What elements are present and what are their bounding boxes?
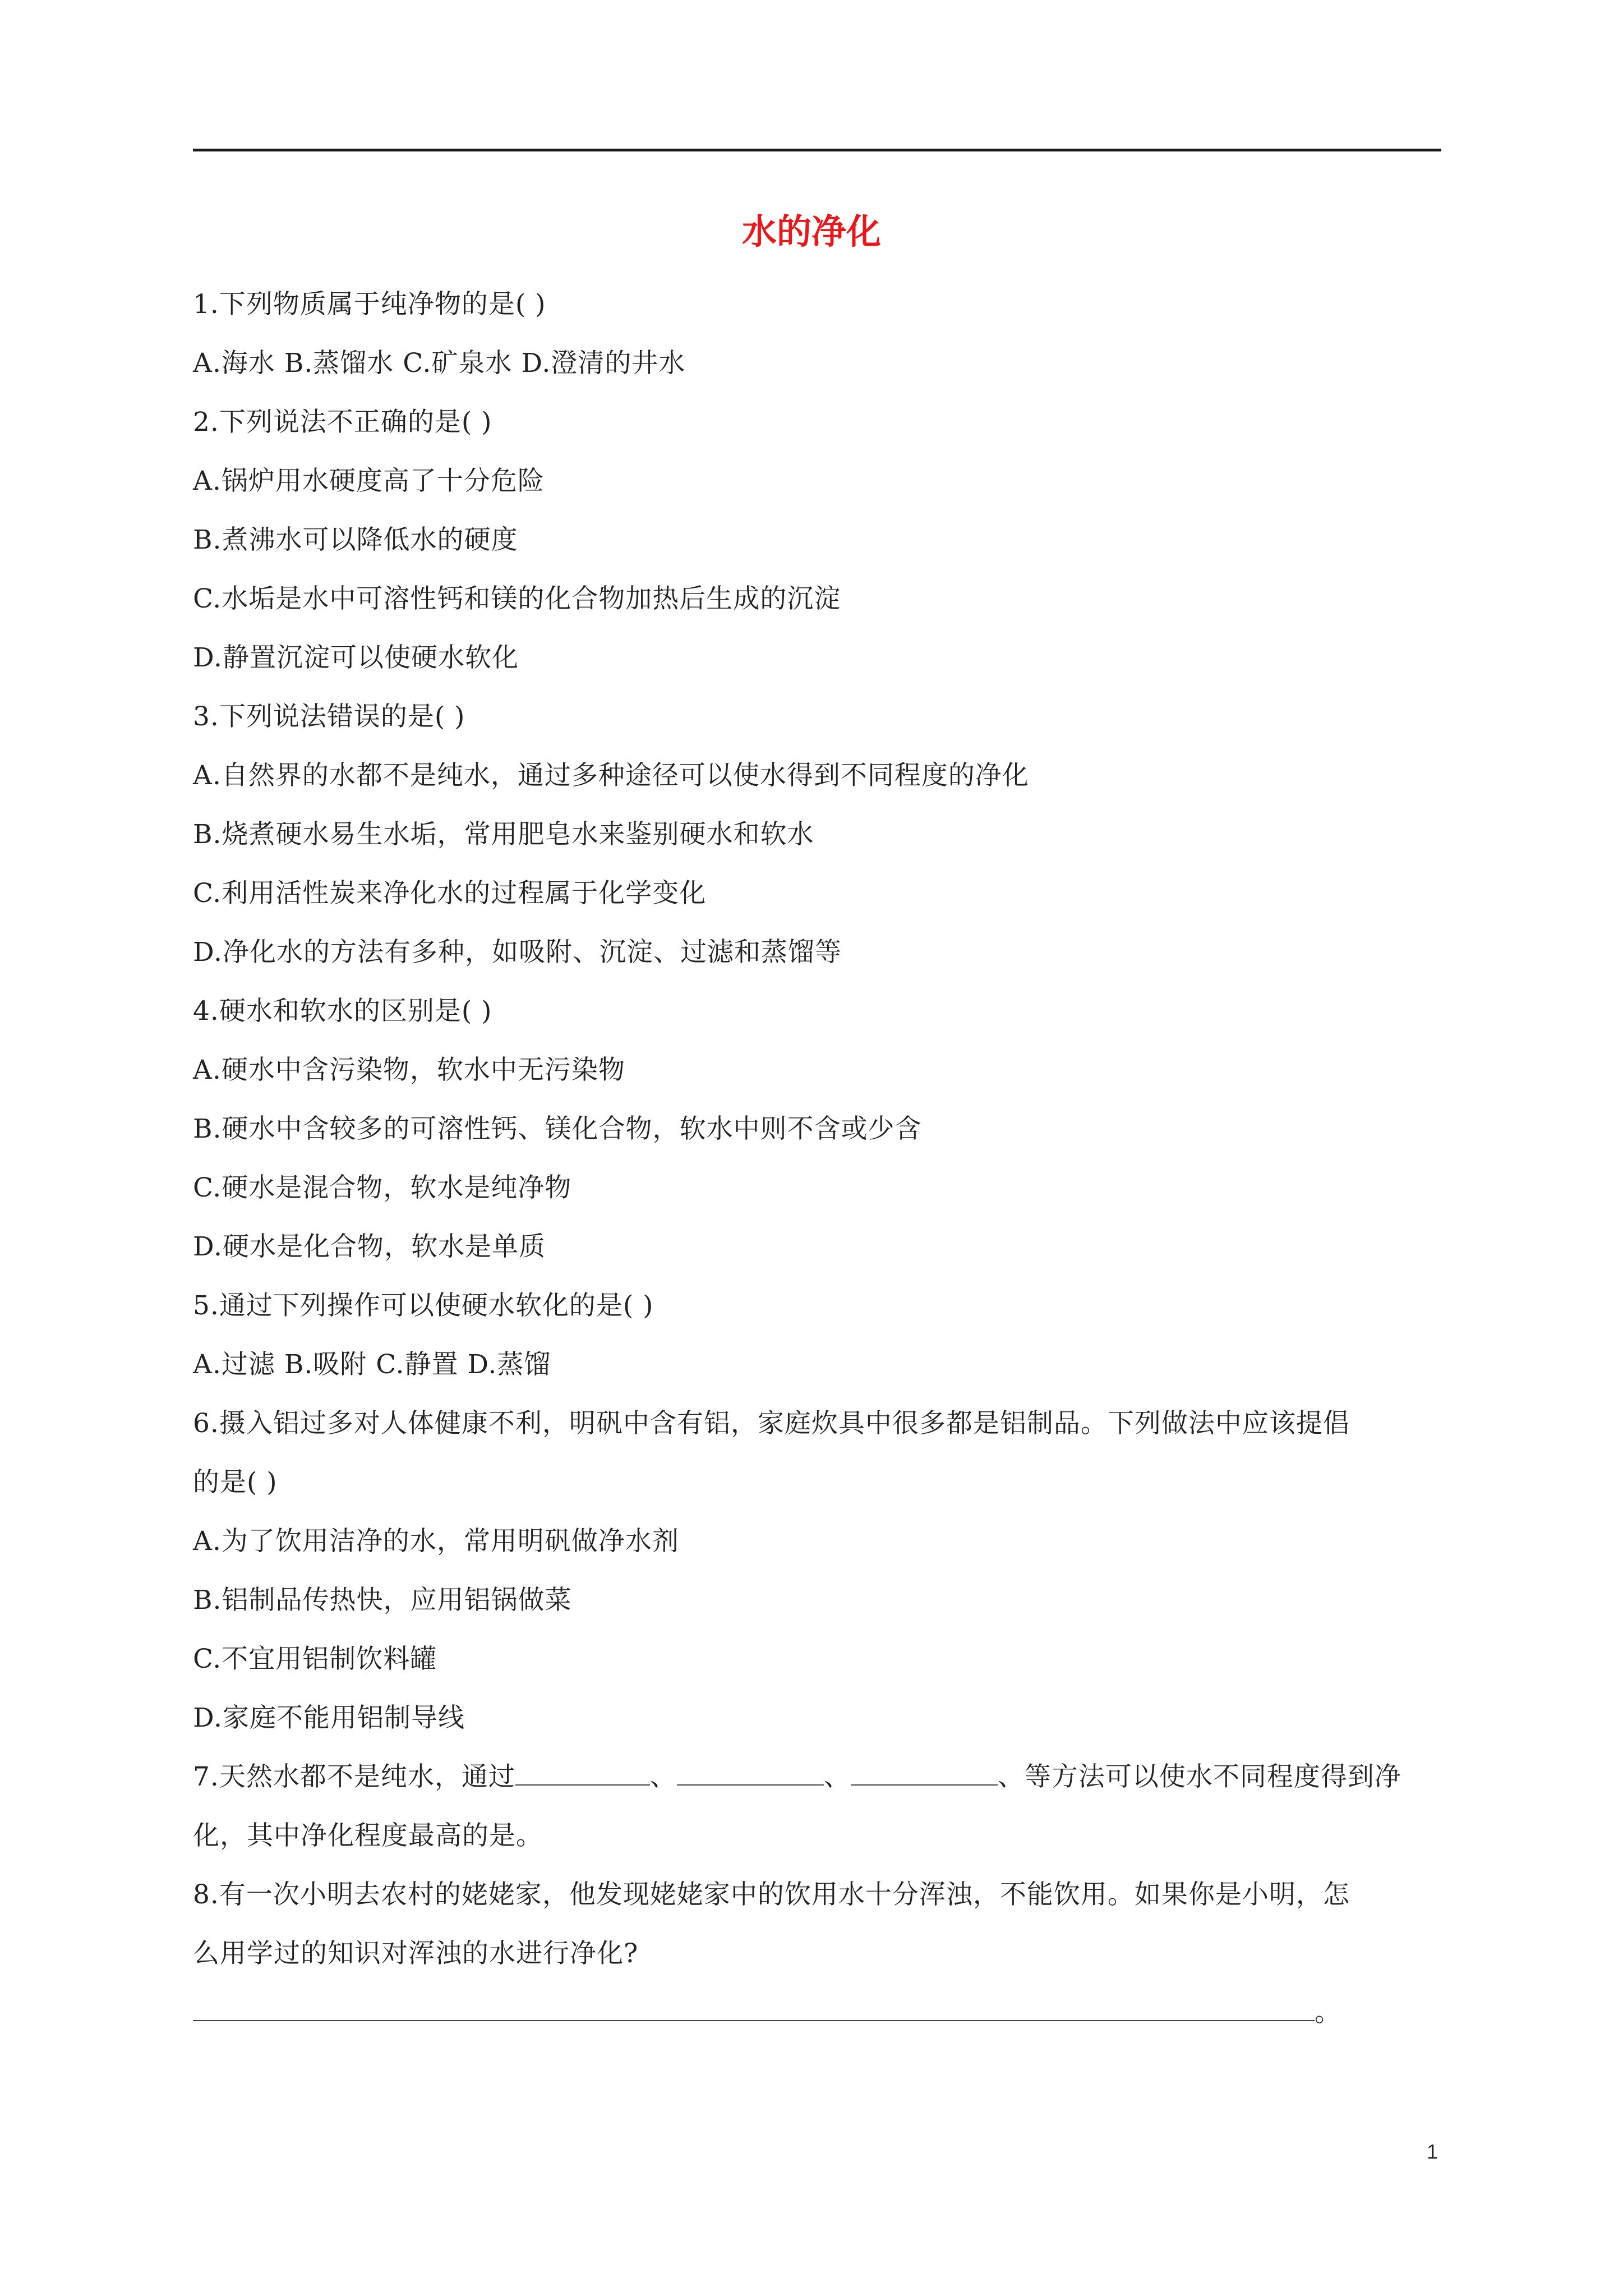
page-number: 1 xyxy=(1426,2140,1438,2163)
header-rule xyxy=(193,149,1441,151)
question-6-stem-line-2: 的是( ) xyxy=(193,1467,278,1498)
question-2-option-d: D.静置沉淀可以使硬水软化 xyxy=(193,642,519,673)
question-6-option-c: C.不宜用铝制饮料罐 xyxy=(193,1644,437,1674)
question-2-stem: 2.下列说法不正确的是( ) xyxy=(193,407,492,438)
question-1-stem: 1.下列物质属于纯净物的是( ) xyxy=(193,289,546,320)
question-7-suffix: 、等方法可以使水不同程度得到净 xyxy=(997,1761,1401,1792)
question-3-option-c: C.利用活性炭来净化水的过程属于化学变化 xyxy=(193,878,707,909)
question-6-option-b: B.铝制品传热快，应用铝锅做菜 xyxy=(193,1585,572,1616)
question-6-option-a: A.为了饮用洁净的水，常用明矾做净水剂 xyxy=(193,1526,679,1557)
fill-blank-3[interactable] xyxy=(851,1755,998,1786)
question-4-option-c: C.硬水是混合物，软水是纯净物 xyxy=(193,1172,572,1203)
question-2-option-b: B.煮沸水可以降低水的硬度 xyxy=(193,524,518,555)
question-6-stem-line-1: 6.摄入铝过多对人体健康不利，明矾中含有铝，家庭炊具中很多都是铝制品。下列做法中应该提倡 xyxy=(193,1408,1350,1439)
question-8-line-2: 么用学过的知识对浑浊的水进行净化? xyxy=(193,1938,639,1969)
answer-end-mark: 。 xyxy=(1315,1997,1341,2028)
question-6-option-d: D.家庭不能用铝制导线 xyxy=(193,1703,465,1733)
question-7-separator-2: 、 xyxy=(823,1761,851,1792)
question-4-option-b: B.硬水中含较多的可溶性钙、镁化合物，软水中则不含或少含 xyxy=(193,1114,922,1144)
question-7-separator-1: 、 xyxy=(649,1761,677,1792)
answer-blank-line[interactable] xyxy=(193,1991,1315,2021)
document-body xyxy=(193,275,1441,2042)
page-title: 水的净化 xyxy=(741,211,881,252)
question-5-options: A.过滤 B.吸附 C.静置 D.蒸馏 xyxy=(193,1349,551,1380)
question-1-options: A.海水 B.蒸馏水 C.矿泉水 D.澄清的井水 xyxy=(193,348,686,379)
question-3-option-a: A.自然界的水都不是纯水，通过多种途径可以使水得到不同程度的净化 xyxy=(193,760,1029,791)
question-5-stem: 5.通过下列操作可以使硬水软化的是( ) xyxy=(193,1290,654,1321)
question-2-option-c: C.水垢是水中可溶性钙和镁的化合物加热后生成的沉淀 xyxy=(193,583,841,614)
fill-blank-1[interactable] xyxy=(515,1755,650,1786)
question-4-option-a: A.硬水中含污染物，软水中无污染物 xyxy=(193,1055,625,1085)
question-7-line-2: 化，其中净化程度最高的是。 xyxy=(193,1820,543,1851)
question-7-prefix: 7.天然水都不是纯水，通过 xyxy=(193,1761,515,1792)
question-8-answer-row xyxy=(193,1983,1441,2042)
question-3-stem: 3.下列说法错误的是( ) xyxy=(193,701,465,732)
question-2-option-a: A.锅炉用水硬度高了十分危险 xyxy=(193,466,545,496)
question-7-line-1 xyxy=(193,1747,1441,1806)
question-4-stem: 4.硬水和软水的区别是( ) xyxy=(193,996,492,1027)
question-3-option-d: D.净化水的方法有多种，如吸附、沉淀、过滤和蒸馏等 xyxy=(193,937,842,968)
question-8-line-1: 8.有一次小明去农村的姥姥家，他发现姥姥家中的饮用水十分浑浊，不能饮用。如果你是小明，怎 xyxy=(193,1879,1350,1910)
question-3-option-b: B.烧煮硬水易生水垢，常用肥皂水来鉴别硬水和软水 xyxy=(193,819,814,850)
question-4-option-d: D.硬水是化合物，软水是单质 xyxy=(193,1231,546,1262)
fill-blank-2[interactable] xyxy=(677,1755,824,1786)
